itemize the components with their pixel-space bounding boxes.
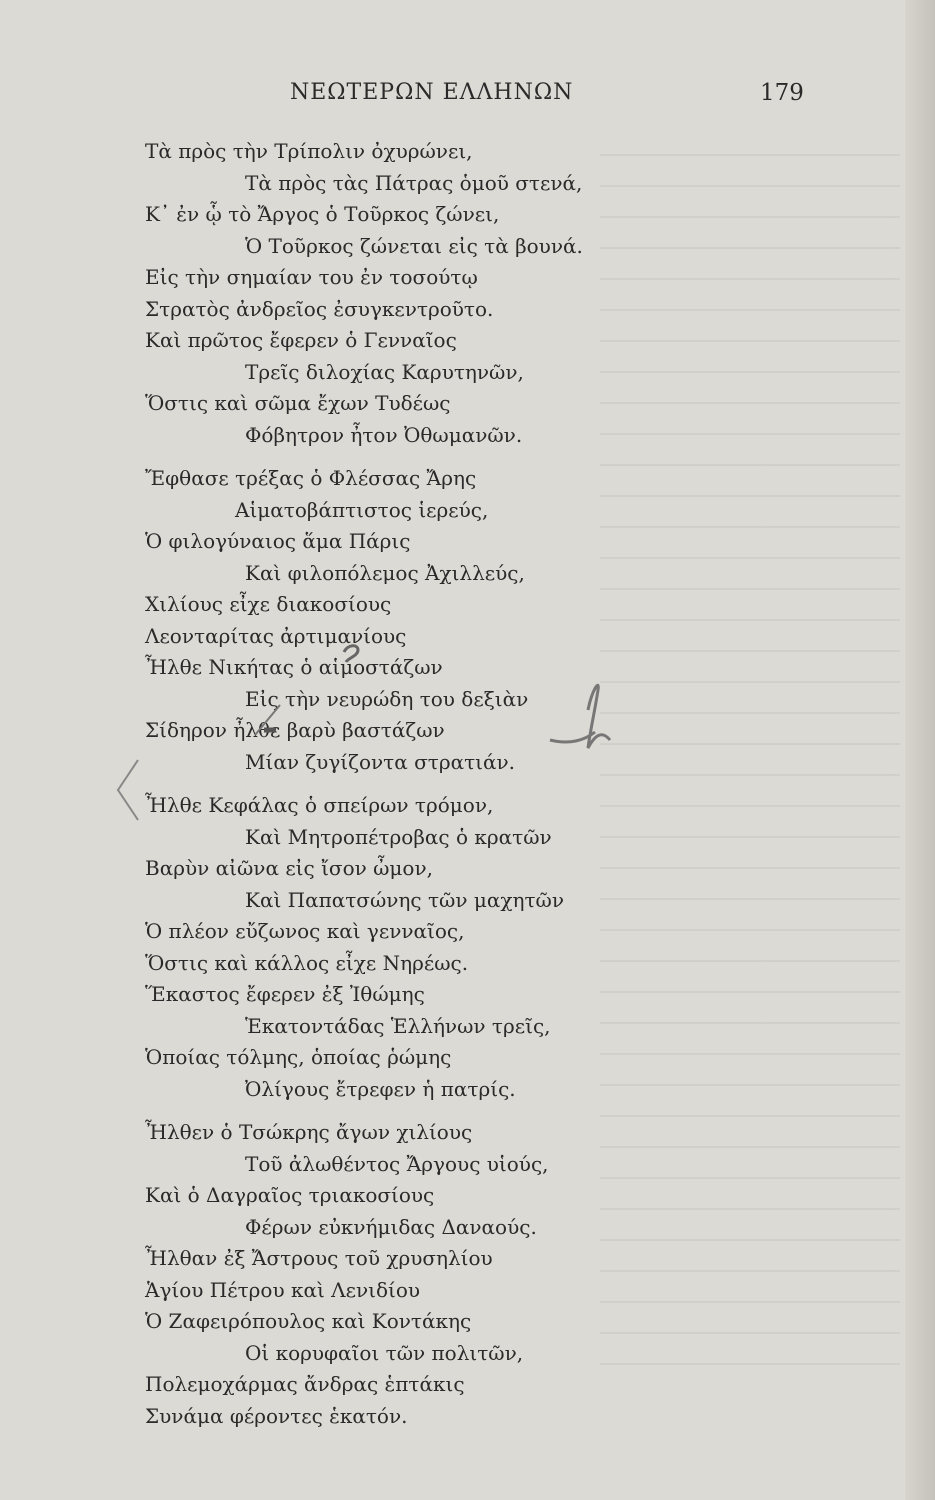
stanza-3 — [145, 790, 705, 1105]
verse-line: Ὀλίγους ἔτρεφεν ἡ πατρίς. — [245, 1076, 516, 1101]
verse-line: Τρεῖς διλοχίας Καρυτηνῶν, — [245, 359, 524, 384]
verse-line: Σίδηρον ἦλθε βαρὺ βαστάζων — [145, 718, 445, 742]
stanza-4 — [145, 1117, 705, 1432]
poem-text — [145, 136, 705, 1444]
verse-line: Φόβητρον ἦτον Ὀθωμανῶν. — [245, 422, 523, 447]
verse-line: Αἱματοβάπτιστος ἱερεύς, — [235, 497, 489, 522]
verse-line: Ἦλθαν ἐξ Ἄστρους τοῦ χρυσηλίου — [145, 1246, 493, 1270]
verse-line: Ἦλθεν ὁ Τσώκρης ἄγων χιλίους — [145, 1120, 473, 1144]
verse-line: Ὁποίας τόλμης, ὁποίας ῥώμης — [145, 1045, 452, 1069]
verse-line: Μίαν ζυγίζοντα στρατιάν. — [245, 749, 516, 774]
verse-line: Τὰ πρὸς τὴν Τρίπολιν ὀχυρώνει, — [145, 139, 473, 163]
verse-line: Τὰ πρὸς τὰς Πάτρας ὁμοῦ στενά, — [245, 170, 583, 195]
verse-line: Ἦλθε Κεφάλας ὁ σπείρων τρόμον, — [145, 793, 494, 817]
verse-line: Φέρων εὐκνήμιδας Δαναούς. — [245, 1214, 537, 1239]
verse-line: Τοῦ ἀλωθέντος Ἄργους υἱούς, — [245, 1151, 549, 1176]
stanza-2 — [145, 463, 705, 778]
verse-line: Ὁ Τοῦρκος ζώνεται εἰς τὰ βουνά. — [245, 233, 583, 258]
verse-line: Λεονταρίτας ἀρτιμανίους — [145, 623, 407, 648]
verse-line: Καὶ πρῶτος ἔφερεν ὁ Γενναῖος — [145, 328, 457, 352]
verse-line: Κ᾽ ἐν ᾧ τὸ Ἄργος ὁ Τοῦρκος ζώνει, — [145, 202, 500, 226]
verse-line: Ὁ πλέον εὔζωνος καὶ γενναῖος, — [145, 919, 465, 943]
verse-line: Καὶ Παπατσώνης τῶν μαχητῶν — [245, 887, 564, 912]
verse-line: Ἔφθασε τρέξας ὁ Φλέσσας Ἄρης — [145, 466, 477, 490]
page-header — [0, 80, 935, 110]
verse-line: Καὶ φιλοπόλεμος Ἀχιλλεύς, — [245, 560, 525, 585]
verse-line: Συνάμα φέροντες ἑκατόν. — [145, 1403, 408, 1428]
verse-line: Ἑκατοντάδας Ἑλλήνων τρεῖς, — [245, 1013, 551, 1038]
verse-line: Καὶ ὁ Δαγραῖος τριακοσίους — [145, 1183, 435, 1207]
verse-line: Στρατὸς ἀνδρεῖος ἐσυγκεντροῦτο. — [145, 296, 494, 321]
verse-line: Καὶ Μητροπέτροβας ὁ κρατῶν — [245, 824, 552, 849]
verse-line: Ἕκαστος ἔφερεν ἐξ Ἰθώμης — [145, 982, 425, 1006]
verse-line: Ἁγίου Πέτρου καὶ Λενιδίου — [145, 1277, 421, 1302]
verse-line: Ὅστις καὶ κάλλος εἶχε Νηρέως. — [145, 950, 469, 975]
verse-line: Βαρὺν αἰῶνα εἰς ἴσον ὦμον, — [145, 856, 433, 880]
verse-line: Ἦλθε Νικήτας ὁ αἱμοστάζων — [145, 655, 443, 679]
page-number: 179 — [760, 80, 804, 106]
verse-line: Χιλίους εἶχε διακοσίους — [145, 592, 392, 616]
verse-line: Οἱ κορυφαῖοι τῶν πολιτῶν, — [245, 1340, 524, 1365]
verse-line: Ὁ Ζαφειρόπουλος καὶ Κοντάκης — [145, 1309, 472, 1333]
verse-line: Ὅστις καὶ σῶμα ἔχων Τυδέως — [145, 391, 451, 415]
stanza-1 — [145, 136, 705, 451]
running-head: ΝΕΩΤΕΡΩΝ ΕΛΛΗΝΩΝ — [290, 80, 574, 105]
verse-line: Πολεμοχάρμας ἄνδρας ἑπτάκις — [145, 1372, 465, 1396]
handwritten-margin-mark — [110, 755, 150, 825]
verse-line: Εἰς τὴν νευρώδη του δεξιὰν — [245, 686, 529, 711]
verse-line: Ὁ φιλογύναιος ἅμα Πάρις — [145, 529, 411, 553]
verse-line: Εἰς τὴν σημαίαν του ἐν τοσούτῳ — [145, 265, 478, 289]
page-edge — [905, 0, 935, 1500]
